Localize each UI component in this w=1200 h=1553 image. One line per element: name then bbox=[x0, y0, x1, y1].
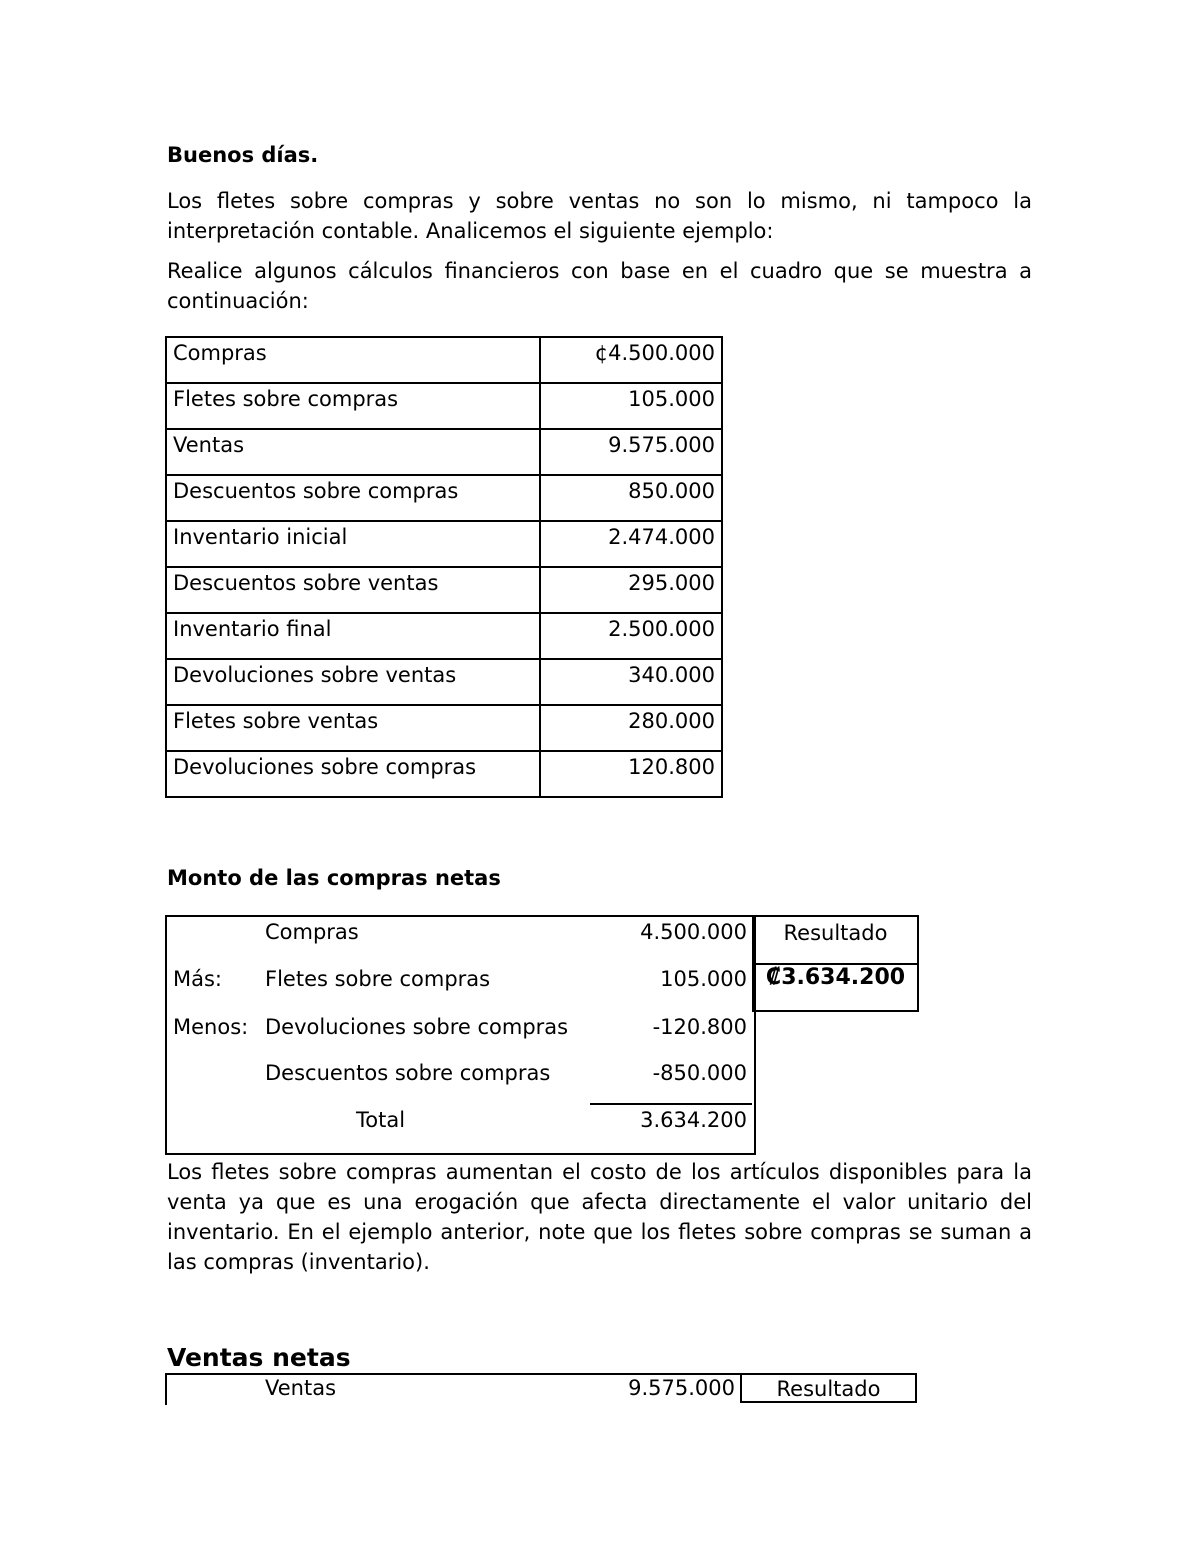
row-value: -120.800 bbox=[652, 1015, 747, 1039]
table-row bbox=[166, 337, 722, 383]
row-value: 340.000 bbox=[540, 659, 722, 705]
total-label: Total bbox=[356, 1108, 406, 1132]
greeting-heading: Buenos días. bbox=[167, 143, 319, 167]
compras-netas-title: Monto de las compras netas bbox=[167, 866, 501, 890]
ventas-netas-title: Ventas netas bbox=[167, 1343, 351, 1372]
row-label: Devoluciones sobre compras bbox=[166, 751, 540, 797]
financial-data-table bbox=[165, 336, 723, 798]
row-label: Descuentos sobre compras bbox=[265, 1061, 551, 1085]
intro-paragraph-2: Realice algunos cálculos financieros con base en el cuadro que se muestra a continuación: bbox=[167, 259, 1032, 313]
row-value: 9.575.000 bbox=[628, 1376, 735, 1400]
total-value: 3.634.200 bbox=[640, 1108, 747, 1132]
row-label: Ventas bbox=[265, 1376, 337, 1400]
row-value: -850.000 bbox=[652, 1061, 747, 1085]
row-label: Fletes sobre compras bbox=[166, 383, 540, 429]
result-value: ₡3.634.200 bbox=[752, 963, 919, 1012]
table-row bbox=[166, 521, 722, 567]
row-value: 9.575.000 bbox=[540, 429, 722, 475]
row-value: 850.000 bbox=[540, 475, 722, 521]
table-row bbox=[166, 475, 722, 521]
table-row bbox=[166, 659, 722, 705]
row-prefix: Más: bbox=[173, 967, 223, 991]
intro-paragraph-1: Los fletes sobre compras y sobre ventas no son lo mismo, ni tampoco la interpretación contable. Analicemos el siguiente ejemplo: bbox=[167, 189, 1032, 243]
table-row bbox=[166, 751, 722, 797]
row-label: Descuentos sobre ventas bbox=[166, 567, 540, 613]
table-row bbox=[166, 383, 722, 429]
row-label: Fletes sobre compras bbox=[265, 967, 491, 991]
table-row bbox=[166, 705, 722, 751]
row-value: 2.474.000 bbox=[540, 521, 722, 567]
row-value: ¢4.500.000 bbox=[540, 337, 722, 383]
row-label: Devoluciones sobre compras bbox=[265, 1015, 569, 1039]
row-label: Fletes sobre ventas bbox=[166, 705, 540, 751]
table-row bbox=[166, 613, 722, 659]
row-value: 2.500.000 bbox=[540, 613, 722, 659]
row-label: Devoluciones sobre ventas bbox=[166, 659, 540, 705]
row-prefix: Menos: bbox=[173, 1015, 249, 1039]
row-label: Inventario final bbox=[166, 613, 540, 659]
row-value: 105.000 bbox=[540, 383, 722, 429]
row-value: 120.800 bbox=[540, 751, 722, 797]
table-row bbox=[166, 567, 722, 613]
result-label: Resultado bbox=[752, 915, 919, 965]
row-label: Ventas bbox=[166, 429, 540, 475]
row-label: Inventario inicial bbox=[166, 521, 540, 567]
row-value: 280.000 bbox=[540, 705, 722, 751]
row-value: 105.000 bbox=[660, 967, 747, 991]
row-value: 4.500.000 bbox=[640, 920, 747, 944]
table-row bbox=[166, 429, 722, 475]
row-label: Compras bbox=[166, 337, 540, 383]
explanation-paragraph: Los fletes sobre compras aumentan el costo de los artículos disponibles para la venta ya que es una erogación que afecta directamente el valor unitario del inventario. En el ejemplo anterior, note que los fletes sobre compras se suman a las compras (inventario). bbox=[167, 1160, 1032, 1274]
row-label: Descuentos sobre compras bbox=[166, 475, 540, 521]
ventas-result-label: Resultado bbox=[740, 1373, 917, 1403]
row-label: Compras bbox=[265, 920, 359, 944]
row-value: 295.000 bbox=[540, 567, 722, 613]
